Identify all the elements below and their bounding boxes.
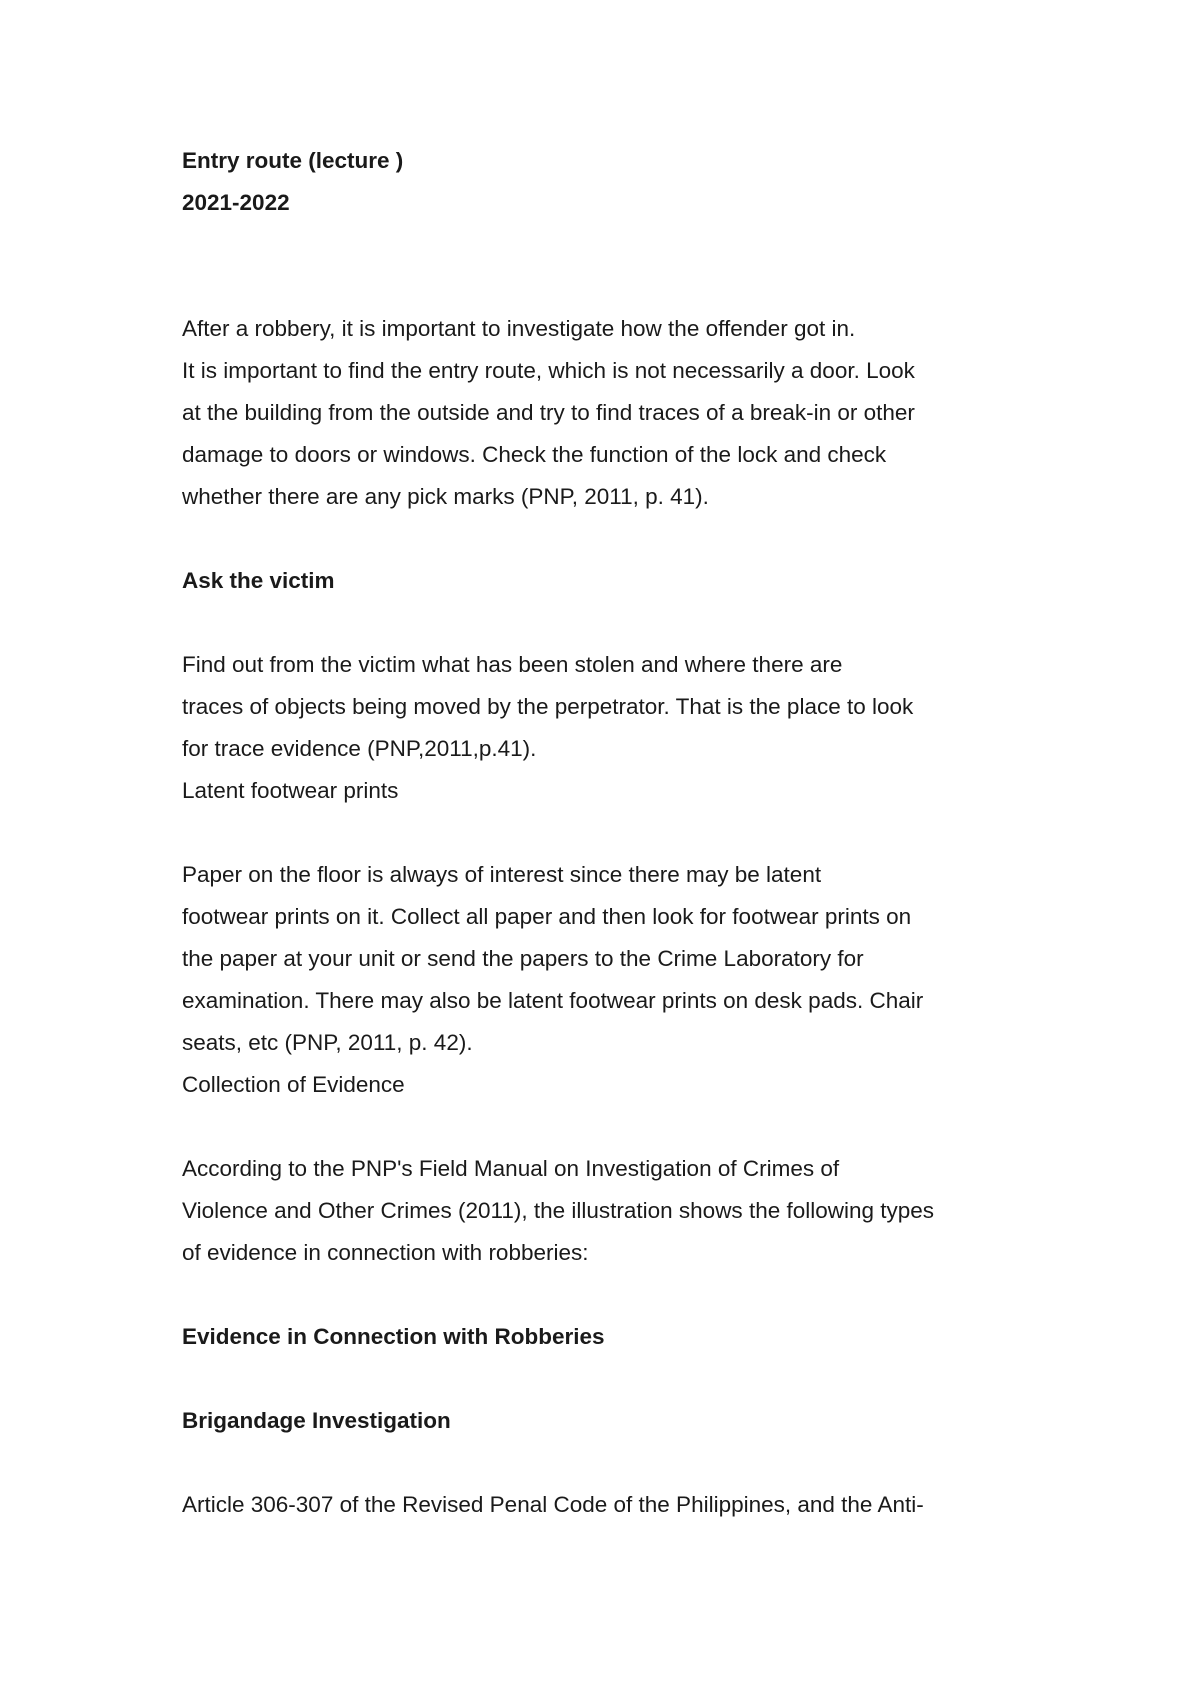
document-body [182, 140, 1042, 1526]
paragraph-line: the paper at your unit or send the papers to the Crime Laboratory for [182, 946, 864, 971]
spacer [182, 1274, 1042, 1316]
paragraph-line: of evidence in connection with robberies: [182, 1240, 589, 1265]
spacer [182, 224, 1042, 308]
article-line: Article 306-307 of the Revised Penal Code of the Philippines, and the Anti- [182, 1492, 924, 1517]
ask-paragraph [182, 644, 1042, 812]
paper-paragraph [182, 854, 1042, 1106]
paragraph-line: seats, etc (PNP, 2011, p. 42). [182, 1030, 473, 1055]
section-heading-brigandage: Brigandage Investigation [182, 1408, 451, 1433]
paragraph-line: Find out from the victim what has been stolen and where there are [182, 652, 843, 677]
paragraph-line: at the building from the outside and try to find traces of a break-in or other [182, 400, 915, 425]
paragraph-line: examination. There may also be latent footwear prints on desk pads. Chair [182, 988, 924, 1013]
spacer [182, 1358, 1042, 1400]
paragraph-line: traces of objects being moved by the perpetrator. That is the place to look [182, 694, 914, 719]
document-year: 2021-2022 [182, 190, 290, 215]
paragraph-line: Collection of Evidence [182, 1072, 405, 1097]
paragraph-line: Paper on the floor is always of interest since there may be latent [182, 862, 822, 887]
paragraph-line: damage to doors or windows. Check the function of the lock and check [182, 442, 887, 467]
manual-paragraph [182, 1148, 1042, 1274]
paragraph-line: Latent footwear prints [182, 778, 399, 803]
paragraph-line: footwear prints on it. Collect all paper and then look for footwear prints on [182, 904, 912, 929]
spacer [182, 1106, 1042, 1148]
paragraph-line: for trace evidence (PNP,2011,p.41). [182, 736, 537, 761]
paragraph-line: whether there are any pick marks (PNP, 2011, p. 41). [182, 484, 709, 509]
spacer [182, 812, 1042, 854]
paragraph-line: It is important to find the entry route, which is not necessarily a door. Look [182, 358, 915, 383]
intro-paragraph [182, 308, 1042, 518]
spacer [182, 518, 1042, 560]
section-heading-ask-the-victim: Ask the victim [182, 568, 335, 593]
document-title: Entry route (lecture ) [182, 148, 404, 173]
spacer [182, 602, 1042, 644]
spacer [182, 1442, 1042, 1484]
section-heading-evidence: Evidence in Connection with Robberies [182, 1324, 605, 1349]
paragraph-line: According to the PNP's Field Manual on Investigation of Crimes of [182, 1156, 840, 1181]
paragraph-line: After a robbery, it is important to investigate how the offender got in. [182, 316, 856, 341]
paragraph-line: Violence and Other Crimes (2011), the illustration shows the following types [182, 1198, 935, 1223]
